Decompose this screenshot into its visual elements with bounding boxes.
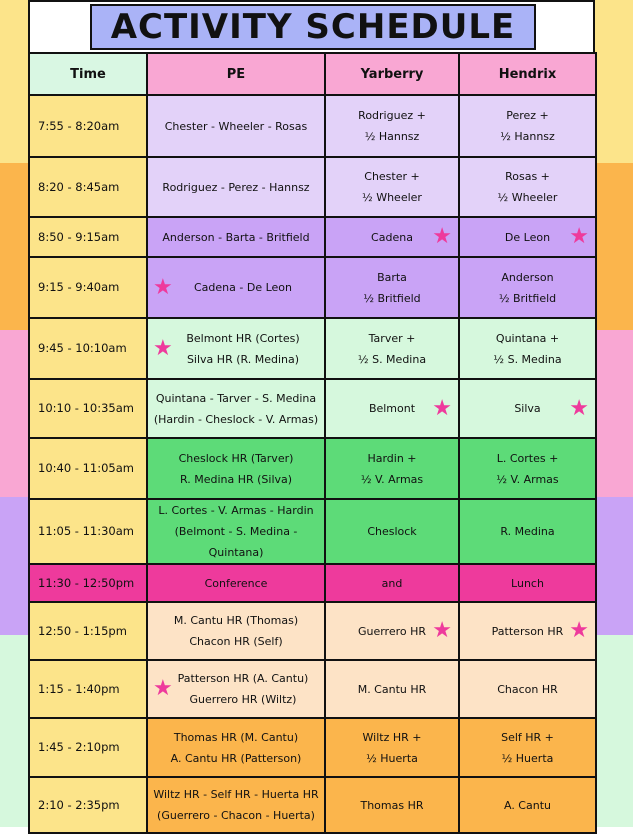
right-strip-mint xyxy=(595,635,633,827)
yarberry-cell-line: Chester + xyxy=(364,170,420,183)
left-strip-purple xyxy=(0,497,28,635)
pe-cell xyxy=(147,157,325,217)
hendrix-cell xyxy=(459,564,596,602)
table-row xyxy=(29,157,596,217)
right-strip-pink xyxy=(595,330,633,497)
right-strip-purple xyxy=(595,497,633,635)
pe-cell-line: Quintana - Tarver - S. Medina xyxy=(155,391,317,405)
yarberry-cell-line: and xyxy=(381,576,403,590)
yarberry-cell-line: ½ Hannsz xyxy=(364,130,420,143)
yarberry-cell xyxy=(325,499,459,564)
table-row xyxy=(29,499,596,564)
yarberry-cell xyxy=(325,257,459,318)
yarberry-cell-line: Tarver + xyxy=(368,331,416,345)
table-row xyxy=(29,660,596,718)
time-cell: 1:15 - 1:40pm xyxy=(29,660,147,718)
hendrix-cell-line: Lunch xyxy=(511,576,544,590)
hendrix-cell-line: ½ Britfield xyxy=(498,291,557,305)
table-row xyxy=(29,217,596,257)
yarberry-cell xyxy=(325,777,459,833)
hendrix-cell xyxy=(459,660,596,718)
pe-cell xyxy=(147,379,325,438)
time-cell: 8:20 - 8:45am xyxy=(29,157,147,217)
pe-cell-line: Patterson HR (A. Cantu) xyxy=(177,672,309,685)
hendrix-cell xyxy=(459,157,596,217)
pe-cell-line: L. Cortes - V. Armas - Hardin xyxy=(158,504,314,517)
hendrix-cell xyxy=(459,438,596,499)
hendrix-cell-line: Perez + xyxy=(506,109,549,122)
table-row xyxy=(29,602,596,660)
hendrix-cell-line: Anderson xyxy=(501,270,554,284)
hendrix-cell-line: Self HR + xyxy=(501,730,554,744)
pe-cell-line: Belmont HR (Cortes) xyxy=(186,331,300,345)
pe-cell-line: Guerrero HR (Wiltz) xyxy=(189,693,297,706)
table-row xyxy=(29,777,596,833)
page-title: ACTIVITY SCHEDULE xyxy=(110,7,516,47)
title-frame xyxy=(28,0,595,54)
hendrix-cell-line: De Leon xyxy=(504,230,551,244)
yarberry-cell-line: ½ Britfield xyxy=(363,291,421,305)
header-time: Time xyxy=(29,53,147,95)
hendrix-cell-line: Rosas + xyxy=(505,170,550,183)
time-cell: 8:50 - 9:15am xyxy=(29,217,147,257)
left-strip-mint xyxy=(0,635,28,827)
star-icon: ★ xyxy=(432,395,452,421)
star-icon: ★ xyxy=(432,618,452,643)
time-cell: 9:45 - 10:10am xyxy=(29,318,147,379)
time-cell: 10:40 - 11:05am xyxy=(29,438,147,499)
right-strip-yellow xyxy=(595,0,633,163)
time-cell: 11:05 - 11:30am xyxy=(29,499,147,564)
yarberry-cell-line: Thomas HR xyxy=(360,798,424,812)
pe-cell-line: Chacon HR (Self) xyxy=(189,635,283,648)
hendrix-cell-line: R. Medina xyxy=(500,525,555,538)
yarberry-cell-line: Barta xyxy=(377,270,407,284)
pe-cell xyxy=(147,564,325,602)
pe-cell-line: Silva HR (R. Medina) xyxy=(186,352,300,366)
yarberry-cell xyxy=(325,660,459,718)
header-pe: PE xyxy=(147,53,325,95)
pe-cell xyxy=(147,217,325,257)
hendrix-cell xyxy=(459,217,596,257)
hendrix-cell xyxy=(459,318,596,379)
yarberry-cell xyxy=(325,379,459,438)
hendrix-cell xyxy=(459,777,596,833)
header-row xyxy=(29,53,596,95)
pe-cell-line: Wiltz HR - Self HR - Huerta HR xyxy=(153,788,319,801)
left-strip-orange xyxy=(0,163,28,330)
table-row xyxy=(29,564,596,602)
left-strip-yellow xyxy=(0,0,28,163)
pe-cell-line: (Belmont - S. Medina - Quintana) xyxy=(174,525,298,559)
schedule-sheet xyxy=(28,0,595,827)
pe-cell-line: Conference xyxy=(204,576,268,590)
yarberry-cell xyxy=(325,564,459,602)
yarberry-cell-line: Rodriguez + xyxy=(358,109,426,122)
hendrix-cell xyxy=(459,95,596,157)
header-hendrix: Hendrix xyxy=(459,53,596,95)
hendrix-cell-line: ½ Huerta xyxy=(501,751,554,765)
schedule-table xyxy=(28,52,597,834)
time-cell: 12:50 - 1:15pm xyxy=(29,602,147,660)
pe-cell xyxy=(147,257,325,318)
pe-cell xyxy=(147,318,325,379)
pe-cell xyxy=(147,718,325,777)
table-row xyxy=(29,318,596,379)
table-row xyxy=(29,95,596,157)
yarberry-cell xyxy=(325,217,459,257)
pe-cell xyxy=(147,95,325,157)
hendrix-cell xyxy=(459,602,596,660)
hendrix-cell-line: ½ Wheeler xyxy=(497,191,558,204)
pe-cell xyxy=(147,602,325,660)
yarberry-cell-line: Wiltz HR + xyxy=(362,730,422,744)
pe-cell xyxy=(147,499,325,564)
table-row xyxy=(29,257,596,318)
yarberry-cell xyxy=(325,602,459,660)
time-cell: 7:55 - 8:20am xyxy=(29,95,147,157)
yarberry-cell xyxy=(325,438,459,499)
pe-cell-line: A. Cantu HR (Patterson) xyxy=(170,751,302,765)
star-icon: ★ xyxy=(153,335,173,361)
header-yarberry: Yarberry xyxy=(325,53,459,95)
hendrix-cell-line: A. Cantu xyxy=(503,798,551,812)
yarberry-cell-line: M. Cantu HR xyxy=(357,682,427,696)
yarberry-cell-line: Belmont xyxy=(368,402,416,415)
yarberry-cell-line: ½ Huerta xyxy=(366,751,418,765)
hendrix-cell-line: Patterson HR xyxy=(491,624,564,638)
star-icon: ★ xyxy=(153,676,173,701)
yarberry-cell-line: ½ Wheeler xyxy=(362,191,422,204)
star-icon: ★ xyxy=(153,274,173,300)
yarberry-cell xyxy=(325,318,459,379)
hendrix-cell-line: ½ Hannsz xyxy=(500,130,555,143)
yarberry-cell-line: Cadena xyxy=(371,230,413,244)
pe-cell-line: R. Medina HR (Silva) xyxy=(179,472,293,486)
time-cell: 2:10 - 2:35pm xyxy=(29,777,147,833)
pe-cell xyxy=(147,777,325,833)
star-icon: ★ xyxy=(569,618,589,643)
pe-cell-line: Thomas HR (M. Cantu) xyxy=(173,730,299,744)
yarberry-cell xyxy=(325,718,459,777)
pe-cell xyxy=(147,660,325,718)
hendrix-cell xyxy=(459,257,596,318)
hendrix-cell-line: Chacon HR xyxy=(497,682,558,696)
pe-cell-line: M. Cantu HR (Thomas) xyxy=(173,614,299,627)
hendrix-cell xyxy=(459,499,596,564)
time-cell: 1:45 - 2:10pm xyxy=(29,718,147,777)
pe-cell-line: Cadena - De Leon xyxy=(194,281,292,294)
title-banner xyxy=(90,4,536,50)
hendrix-cell-line: ½ V. Armas xyxy=(496,472,559,486)
hendrix-cell-line: ½ S. Medina xyxy=(493,352,562,366)
time-cell: 9:15 - 9:40am xyxy=(29,257,147,318)
pe-cell-line: Rodriguez - Perez - Hannsz xyxy=(162,180,310,194)
pe-cell-line: (Guerrero - Chacon - Huerta) xyxy=(157,809,315,822)
hendrix-cell xyxy=(459,379,596,438)
pe-cell xyxy=(147,438,325,499)
table-row xyxy=(29,379,596,438)
yarberry-cell xyxy=(325,157,459,217)
time-cell: 10:10 - 10:35am xyxy=(29,379,147,438)
yarberry-cell-line: ½ S. Medina xyxy=(357,352,427,366)
pe-cell-line: Anderson - Barta - Britfield xyxy=(162,230,310,244)
left-strip-pink xyxy=(0,330,28,497)
hendrix-cell-line: Silva xyxy=(514,402,541,415)
yarberry-cell-line: ½ V. Armas xyxy=(360,472,424,486)
yarberry-cell-line: Cheslock xyxy=(367,525,417,538)
hendrix-cell-line: L. Cortes + xyxy=(496,451,559,465)
time-cell: 11:30 - 12:50pm xyxy=(29,564,147,602)
star-icon: ★ xyxy=(432,224,452,249)
table-row xyxy=(29,718,596,777)
star-icon: ★ xyxy=(569,224,589,249)
hendrix-cell xyxy=(459,718,596,777)
pe-cell-line: (Hardin - Cheslock - V. Armas) xyxy=(153,412,319,426)
yarberry-cell-line: Guerrero HR xyxy=(357,624,427,638)
pe-cell-line: Chester - Wheeler - Rosas xyxy=(164,119,308,133)
yarberry-cell-line: Hardin + xyxy=(367,451,417,465)
yarberry-cell xyxy=(325,95,459,157)
star-icon: ★ xyxy=(569,395,589,421)
hendrix-cell-line: Quintana + xyxy=(495,331,560,345)
pe-cell-line: Cheslock HR (Tarver) xyxy=(178,451,294,465)
right-strip-orange xyxy=(595,163,633,330)
table-row xyxy=(29,438,596,499)
